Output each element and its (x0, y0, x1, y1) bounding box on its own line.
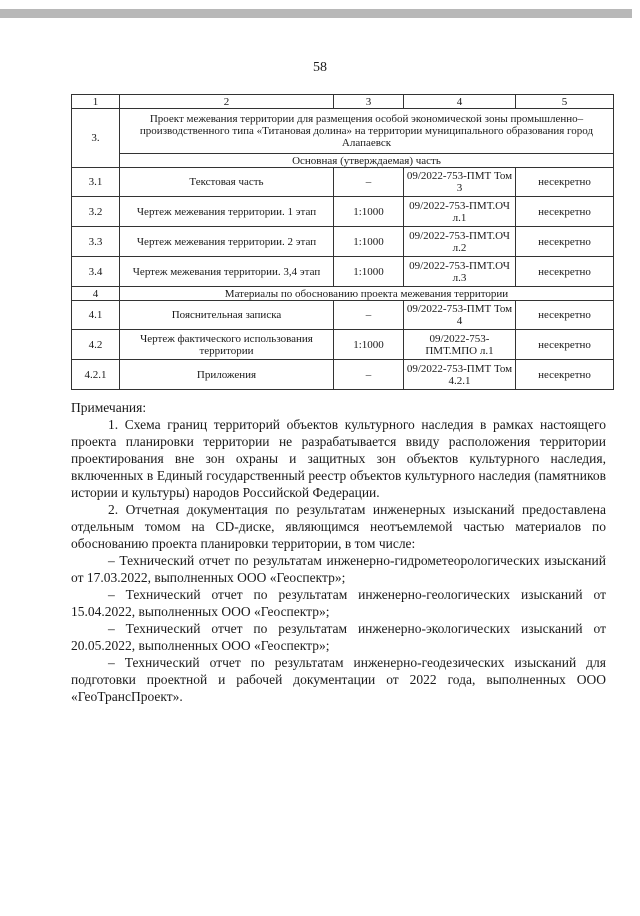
notes-label: Примечания: (71, 400, 147, 415)
table-row (72, 197, 614, 227)
main-section-row (72, 154, 614, 168)
notes-block (71, 399, 606, 705)
row-number: 3.2 (72, 197, 120, 227)
row-code: 09/2022-753-ПМТ.ОЧ л.3 (404, 257, 516, 287)
row-number: 3.4 (72, 257, 120, 287)
section-number: 4 (72, 287, 120, 301)
note-paragraph: – Технический отчет по результатам инженерно-гидрометеорологических изысканий от 17.03.2022, выполненных ООО «Геоспектр»; (71, 553, 606, 585)
row-name: Приложения (120, 360, 334, 390)
header-cell: 1 (72, 95, 120, 109)
materials-section-title: Материалы по обоснованию проекта межевания территории (120, 287, 614, 301)
row-code: 09/2022-753-ПМТ.МПО л.1 (404, 330, 516, 360)
table-row (72, 360, 614, 390)
row-scale: 1:1000 (334, 227, 404, 257)
row-number: 4.2.1 (72, 360, 120, 390)
row-status: несекретно (516, 360, 614, 390)
scan-edge-strip (0, 9, 632, 18)
row-number: 4.1 (72, 301, 120, 330)
row-name: Чертеж межевания территории. 2 этап (120, 227, 334, 257)
note-paragraph: – Технический отчет по результатам инженерно-экологических изысканий от 20.05.2022, выполненных ООО «Геоспектр»; (71, 621, 606, 653)
row-scale: – (334, 360, 404, 390)
row-name: Чертеж межевания территории. 1 этап (120, 197, 334, 227)
row-scale: – (334, 168, 404, 197)
row-scale: – (334, 301, 404, 330)
table-row (72, 257, 614, 287)
row-status: несекретно (516, 301, 614, 330)
row-status: несекретно (516, 227, 614, 257)
row-code: 09/2022-753-ПМТ Том 4 (404, 301, 516, 330)
row-code: 09/2022-753-ПМТ Том 3 (404, 168, 516, 197)
row-status: несекретно (516, 197, 614, 227)
note-paragraph: – Технический отчет по результатам инженерно-геодезических изысканий для подготовки проектной и рабочей документации от 2022 года, выполненных ООО «ГеоТрансПроект». (71, 655, 606, 704)
table-row (72, 330, 614, 360)
header-cell: 3 (334, 95, 404, 109)
note-paragraph: 1. Схема границ территорий объектов культурного наследия в рамках настоящего проекта планировки территории не разрабатывается ввиду расположения территории проектирования вне зон охраны и защитных зон объектов культурного наследия, включенных в Единый государственный реестр объектов культурного наследия (памятников истории и культуры) народов Российской Федерации. (71, 417, 606, 500)
row-scale: 1:1000 (334, 330, 404, 360)
row-code: 09/2022-753-ПМТ Том 4.2.1 (404, 360, 516, 390)
row-status: несекретно (516, 168, 614, 197)
note-paragraph: 2. Отчетная документация по результатам инженерных изысканий предоставлена отдельным томом на CD-диске, являющимся неотъемлемой частью материалов по обоснованию проекта планировки территории, в том числе: (71, 502, 606, 551)
row-scale: 1:1000 (334, 197, 404, 227)
row-name: Чертеж фактического использования территории (120, 330, 334, 360)
header-cell: 5 (516, 95, 614, 109)
row-code: 09/2022-753-ПМТ.ОЧ л.2 (404, 227, 516, 257)
row-name: Пояснительная записка (120, 301, 334, 330)
page-number: 58 (313, 60, 327, 75)
row-status: несекретно (516, 257, 614, 287)
group-title: Проект межевания территории для размещения особой экономической зоны промышленно–производственного типа «Титановая долина» на территории муниципального образования город Алапаевск (120, 109, 614, 154)
row-status: несекретно (516, 330, 614, 360)
header-cell: 2 (120, 95, 334, 109)
materials-section-row (72, 287, 614, 301)
table-row (72, 227, 614, 257)
group-number: 3. (72, 109, 120, 168)
row-code: 09/2022-753-ПМТ.ОЧ л.1 (404, 197, 516, 227)
table-row (72, 168, 614, 197)
row-number: 3.3 (72, 227, 120, 257)
row-number: 3.1 (72, 168, 120, 197)
group-title-row (72, 109, 614, 154)
row-name: Чертеж межевания территории. 3,4 этап (120, 257, 334, 287)
row-name: Текстовая часть (120, 168, 334, 197)
header-cell: 4 (404, 95, 516, 109)
row-number: 4.2 (72, 330, 120, 360)
documents-table (71, 94, 614, 390)
table-header-row (72, 95, 614, 109)
table-row (72, 301, 614, 330)
main-section-title: Основная (утверждаемая) часть (120, 154, 614, 168)
row-scale: 1:1000 (334, 257, 404, 287)
note-paragraph: – Технический отчет по результатам инженерно-геологических изысканий от 15.04.2022, выполненных ООО «Геоспектр»; (71, 587, 606, 619)
